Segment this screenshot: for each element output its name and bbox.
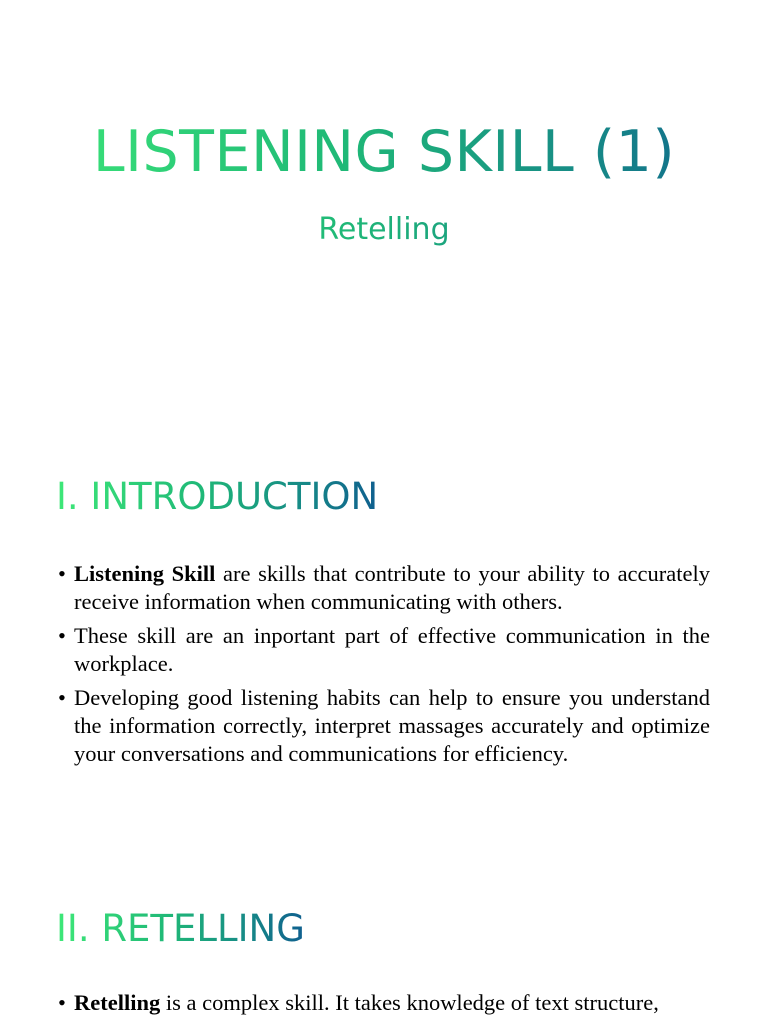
bullet-item (58, 684, 710, 768)
slide-title: LISTENING SKILL (1) (0, 118, 768, 186)
bullet-text: These skill are an inportant part of effective communication in the workplace. (74, 623, 710, 676)
bullet-marker: • (58, 685, 66, 710)
section-heading-introduction: I. INTRODUCTION (56, 475, 379, 518)
bullet-text: Developing good listening habits can help to ensure you understand the information correctly, interpret massages accurately and optimize your conversations and communications for efficiency. (74, 685, 710, 766)
bullet-text: is a complex skill. It takes knowledge of text structure, (160, 990, 659, 1015)
introduction-bullet-list (58, 560, 710, 774)
bullet-bold-term: Listening Skill (74, 561, 216, 586)
bullet-item (58, 560, 710, 616)
bullet-marker: • (58, 990, 66, 1015)
bullet-marker: • (58, 623, 66, 648)
bullet-item (58, 622, 710, 678)
section-heading-retelling: II. RETELLING (56, 907, 305, 950)
bullet-bold-term: Retelling (74, 990, 161, 1015)
slide-subtitle: Retelling (0, 212, 768, 248)
retelling-bullet-list (58, 989, 710, 1023)
bullet-text: are skills that contribute to your ability to accurately receive information when communicating with others. (74, 561, 710, 614)
bullet-marker: • (58, 561, 66, 586)
bullet-item (58, 989, 710, 1017)
